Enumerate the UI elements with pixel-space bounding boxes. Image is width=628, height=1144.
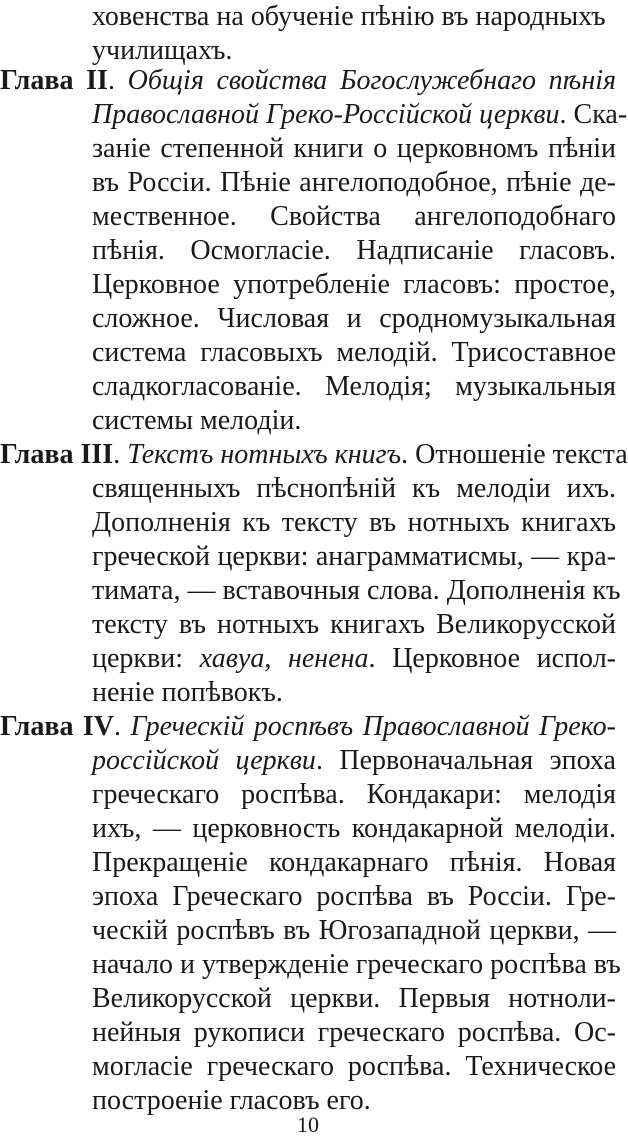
text-line xyxy=(0,846,616,880)
text-line xyxy=(0,404,616,438)
text-segment: . Ска- xyxy=(559,99,628,130)
text-line xyxy=(0,914,616,948)
chapter-label: Глава II xyxy=(0,65,108,96)
text-segment: сложное. Числовая и сродномузыкальная xyxy=(92,303,616,334)
text-line xyxy=(0,948,621,982)
text-line xyxy=(0,98,628,132)
text-line xyxy=(0,0,616,34)
chapter-title: Общія свойства Богослужебнаго пѣнія xyxy=(127,65,617,96)
chapter-label: Глава IV xyxy=(0,711,115,742)
text-segment: училищахъ. xyxy=(92,35,233,66)
text-segment: ховенства на обученіе пѣнію въ народныхъ xyxy=(92,1,606,32)
text-line xyxy=(0,234,616,268)
text-line xyxy=(0,302,616,336)
text-segment: . xyxy=(113,439,128,470)
text-line xyxy=(0,34,616,68)
text-segment: начало и утвержденіе греческаго роспѣва въ xyxy=(92,949,621,980)
text-segment: греческаго роспѣва. Кондакари: мелодія xyxy=(92,779,616,810)
text-segment: тексту въ нотныхъ книгахъ Великорусской xyxy=(92,609,616,640)
text-line xyxy=(0,472,616,506)
text-line xyxy=(0,982,616,1016)
text-segment: священныхъ пѣснопѣній къ мелодіи ихъ. xyxy=(92,473,616,504)
text-segment: . Отношеніе текста xyxy=(401,439,628,470)
text-line xyxy=(0,200,616,234)
text-line xyxy=(0,676,616,710)
text-line xyxy=(0,132,616,166)
text-segment: неніе попѣвокъ. xyxy=(92,677,283,708)
text-segment: Церковное употребленіе гласовъ: простое, xyxy=(92,269,616,300)
text-line xyxy=(0,880,616,914)
text-segment: заніе степенной книги о церковномъ пѣніи xyxy=(92,133,616,164)
text-segment: греческой церкви: анаграмматисмы, — кра- xyxy=(92,541,616,572)
text-line xyxy=(0,812,616,846)
text-segment: Дополненія къ тексту въ нотныхъ книгахъ xyxy=(92,507,616,538)
page-number: 10 xyxy=(297,1112,319,1137)
text-line xyxy=(0,540,616,574)
chapter-title: Текстъ нотныхъ книгъ xyxy=(127,439,402,470)
text-line xyxy=(0,336,616,370)
chapter-title: Греческій роспѣвъ Православной Греко- xyxy=(130,711,617,742)
text-segment: ихъ, — церковность кондакарной мелодіи. xyxy=(92,813,616,844)
text-segment: сладкогласованіе. Мелодія; музыкальныя xyxy=(92,371,616,402)
text-segment: система гласовыхъ мелодій. Трисоставное xyxy=(92,337,616,368)
text-line xyxy=(0,166,616,200)
text-line xyxy=(0,64,616,98)
text-segment: . Первоначальная эпоха xyxy=(315,745,616,776)
text-line xyxy=(0,574,621,608)
text-segment: Великорусской церкви. Первыя нотноли- xyxy=(92,983,616,1014)
chapter-label: Глава III xyxy=(0,439,114,470)
text-segment: построеніе гласовъ его. xyxy=(92,1085,371,1116)
text-segment: могласіе греческаго роспѣва. Техническое xyxy=(92,1051,616,1082)
text-segment: . xyxy=(107,65,128,96)
text-line xyxy=(0,608,616,642)
text-segment: пѣнія. Осмогласіе. Надписаніе гласовъ. xyxy=(92,235,616,266)
text-line xyxy=(0,506,616,540)
text-segment: системы мелодіи. xyxy=(92,405,302,436)
text-segment: нейныя рукописи греческаго роспѣва. Ос- xyxy=(92,1017,616,1048)
chapter-title: россійской церкви xyxy=(92,745,316,776)
text-line xyxy=(0,438,628,472)
text-segment: мественное. Свойства ангелоподобнаго xyxy=(92,201,616,232)
text-segment: эпоха Греческаго роспѣва въ Россіи. Гре- xyxy=(92,881,616,912)
text-segment: . xyxy=(114,711,131,742)
text-segment: . Церковное испол- xyxy=(368,643,616,674)
text-segment: въ Россіи. Пѣніе ангелоподобное, пѣніе де- xyxy=(92,167,616,198)
text-line xyxy=(0,268,616,302)
text-line xyxy=(0,744,616,778)
text-segment: тимата, — вставочныя слова. Дополненія къ xyxy=(92,575,621,606)
text-line xyxy=(0,642,616,676)
text-line xyxy=(0,710,616,744)
chapter-title: хавуа, ненена xyxy=(199,643,369,674)
text-line xyxy=(0,1050,616,1084)
text-segment: Прекращеніе кондакарнаго пѣнія. Новая xyxy=(92,847,616,878)
text-segment: ческій роспѣвъ въ Югозападной церкви, — xyxy=(92,915,616,946)
text-line xyxy=(0,1016,616,1050)
text-line xyxy=(0,370,616,404)
text-line xyxy=(0,778,616,812)
chapter-title: Православной Греко-Россійской церкви xyxy=(92,99,560,130)
text-segment: церкви: xyxy=(92,643,200,674)
